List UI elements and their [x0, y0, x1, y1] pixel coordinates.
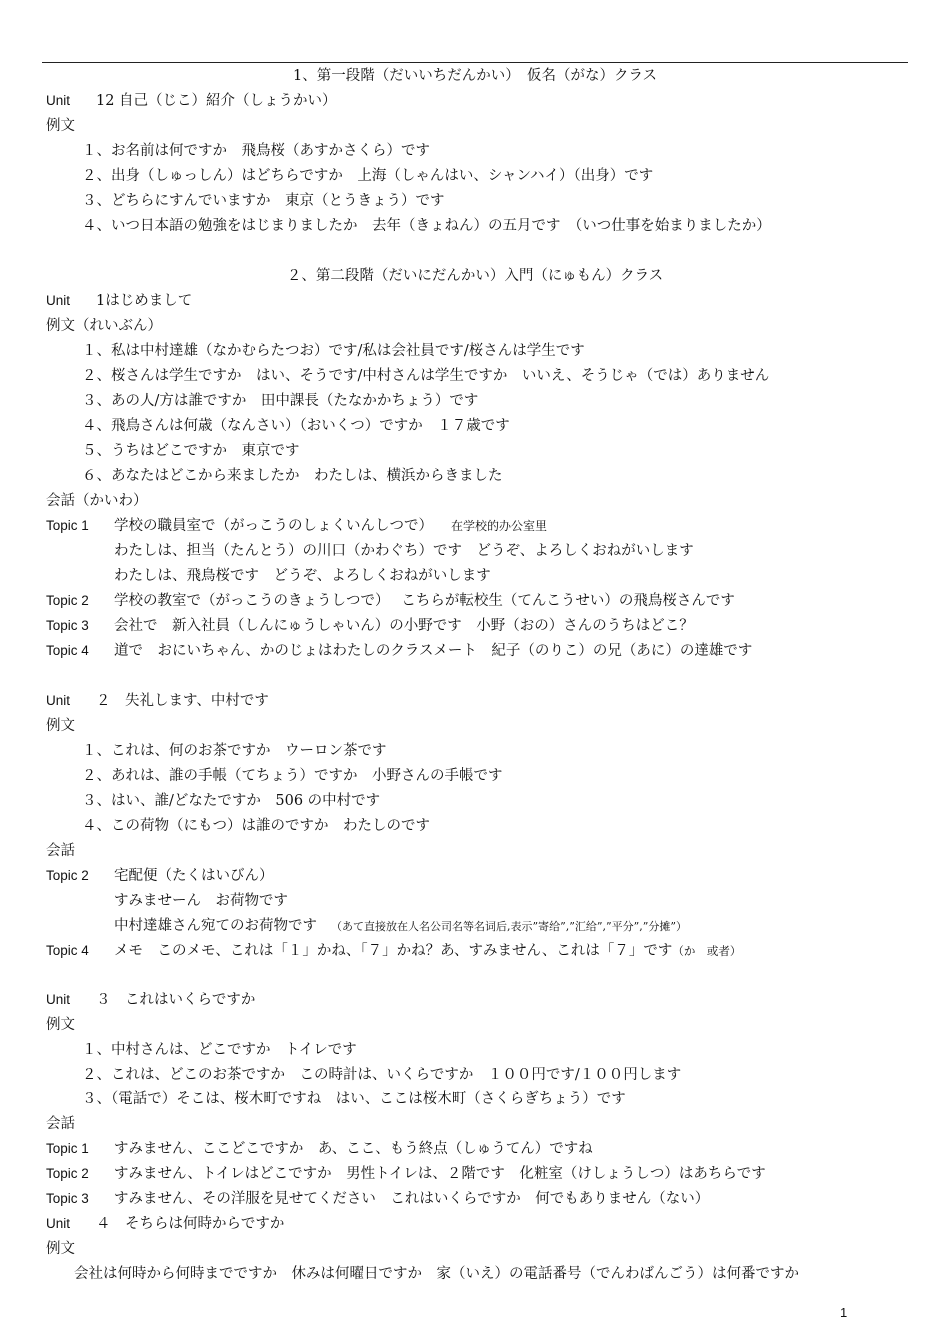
example-line: １、中村さんは、どこですか トイレです	[82, 1042, 357, 1058]
example-line: ３、あの人/方は誰ですか 田中課長（たなかかちょう）です	[82, 393, 479, 409]
topic-2	[46, 589, 735, 613]
dialogue-line: すみませーん お荷物です	[114, 893, 288, 909]
header-rule	[42, 62, 908, 63]
unit-label: Unit	[46, 693, 71, 708]
unit-title: ２ 失礼します、中村です	[96, 693, 269, 709]
unit-title: 12 自己（じこ）紹介（しょうかい）	[96, 93, 337, 109]
example-line: ２、あれは、誰の手帳（てちょう）ですか 小野さんの手帳です	[82, 768, 503, 784]
example-line: ４、飛鳥さんは何歳（なんさい）（おいくつ）ですか １７歳です	[82, 418, 510, 434]
page-number: 1	[840, 1305, 848, 1320]
topic-2	[46, 1162, 766, 1186]
example-line: １、私は中村達雄（なかむらたつお）です/私は会社員です/桜さんは学生です	[82, 343, 585, 359]
reibun-heading: 例文	[46, 718, 75, 734]
topic-2	[46, 864, 274, 888]
topic-label: Topic 1	[46, 1141, 89, 1156]
unit-title: ４ そちらは何時からですか	[96, 1216, 285, 1232]
topic-label: Topic 2	[46, 868, 89, 883]
unit-4-heading	[46, 1212, 284, 1236]
dialogue-text: 中村達雄さん宛てのお荷物です	[114, 918, 317, 934]
section-1-title: 1、第一段階（だいいちだんかい） 仮名（がな）クラス	[292, 68, 658, 84]
dialogue-line: わたしは、飛鳥桜です どうぞ、よろしくおねがいします	[114, 568, 491, 584]
example-line: ６、あなたはどこから来ましたか わたしは、横浜からきました	[82, 468, 503, 484]
example-line: ２、出身（しゅっしん）はどちらですか 上海（しゃんはい、シャンハイ）（出身）です	[82, 168, 654, 184]
example-line: ５、うちはどこですか 東京です	[82, 443, 300, 459]
kaiwa-heading: 会話	[46, 843, 75, 859]
reibun-heading: 例文	[46, 1241, 75, 1257]
topic-label: Topic 3	[46, 618, 89, 633]
section-2-title: ２、第二段階（だいにだんかい）入門（にゅもん）クラス	[286, 268, 664, 284]
topic-3	[46, 1187, 709, 1211]
unit-label: Unit	[46, 293, 71, 308]
unit-label: Unit	[46, 1216, 71, 1231]
dialogue-line	[114, 914, 687, 938]
unit-label: Unit	[46, 992, 71, 1007]
reibun-heading: 例文（れいぶん）	[46, 318, 162, 334]
example-line: ４、この荷物（にもつ）は誰のですか わたしのです	[82, 818, 430, 834]
example-line: ３、どちらにすんでいますか 東京（とうきょう）です	[82, 193, 445, 209]
dialogue-note: （あて直接放在人名公司名等名词后,表示”寄给”,”汇给”,”平分”,”分摊”）	[331, 920, 687, 933]
example-line: ２、これは、どこのお茶ですか この時計は、いくらですか １００円です/１００円します	[82, 1067, 682, 1083]
topic-1	[46, 1137, 593, 1161]
topic-text: 会社で 新入社員（しんにゅうしゃいん）の小野です 小野（おの）さんのうちはどこ？	[114, 618, 694, 634]
topic-label: Topic 3	[46, 1191, 89, 1206]
topic-text: すみません、その洋服を見せてください これはいくらですか 何でもありません（ない）	[114, 1191, 710, 1207]
topic-note: 在学校的办公室里	[451, 519, 548, 533]
topic-text: すみません、ここどこですか あ、ここ、もう終点（しゅうてん）ですね	[114, 1141, 593, 1157]
topic-label: Topic 4	[46, 943, 89, 958]
topic-1	[46, 514, 547, 538]
kaiwa-heading: 会話（かいわ）	[46, 493, 148, 509]
unit-3-heading	[46, 988, 255, 1012]
reibun-heading: 例文	[46, 1017, 75, 1033]
topic-text: すみません、トイレはどこですか 男性トイレは、２階です 化粧室（けしょうしつ）はあちらです	[114, 1166, 766, 1182]
example-line: １、これは、何のお茶ですか ウーロン茶です	[82, 743, 387, 759]
topic-label: Topic 1	[46, 518, 89, 533]
reibun-heading: 例文	[46, 118, 75, 134]
unit-1-heading	[46, 289, 192, 313]
dialogue-line: わたしは、担当（たんとう）の川口（かわぐち）です どうぞ、よろしくおねがいします	[114, 543, 694, 559]
unit-title: ３ これはいくらですか	[96, 992, 256, 1008]
kaiwa-heading: 会話	[46, 1116, 75, 1132]
topic-4	[46, 639, 752, 663]
unit-12-heading	[46, 89, 337, 113]
unit-label: Unit	[46, 93, 71, 108]
topic-3	[46, 614, 694, 638]
topic-text: 宅配便（たくはいびん）	[114, 868, 274, 884]
example-line: １、お名前は何ですか 飛鳥桜（あすかさくら）です	[82, 143, 430, 159]
example-line: ２、桜さんは学生ですか はい、そうです/中村さんは学生ですか いいえ、そうじゃ（では）ありません	[82, 368, 770, 384]
example-line: ３、はい、誰/どなたですか 506 の中村です	[82, 793, 381, 809]
topic-label: Topic 4	[46, 643, 89, 658]
topic-label: Topic 2	[46, 593, 89, 608]
topic-4	[46, 939, 741, 963]
unit-title: 1はじめまして	[96, 293, 193, 309]
unit-2-heading	[46, 689, 269, 713]
topic-text: 道で おにいちゃん、かのじょはわたしのクラスメート 紀子（のりこ）の兄（あに）の達雄です	[114, 643, 753, 659]
topic-text: 学校の教室で（がっこうのきょうしつで） こちらが転校生（てんこうせい）の飛鳥桜さんです	[114, 593, 735, 609]
topic-text: メモ このメモ、これは「１」かね、「７」かね？あ、すみません、これは「７」です	[114, 943, 673, 959]
example-line: 会社は何時から何時までですか 休みは何曜日ですか 家（いえ）の電話番号（でんわばんごう）は何番ですか	[74, 1266, 799, 1282]
example-line: ４、いつ日本語の勉強をはじまりましたか 去年（きょねん）の五月です （いつ仕事を始まりましたか）	[82, 218, 771, 234]
topic-text: 学校の職員室で（がっこうのしょくいんしつで）	[114, 518, 433, 534]
topic-label: Topic 2	[46, 1166, 89, 1181]
topic-note: （か 或者）	[672, 944, 742, 958]
example-line: ３、（電話で）そこは、桜木町ですね はい、ここは桜木町（さくらぎちょう）です	[82, 1091, 626, 1107]
